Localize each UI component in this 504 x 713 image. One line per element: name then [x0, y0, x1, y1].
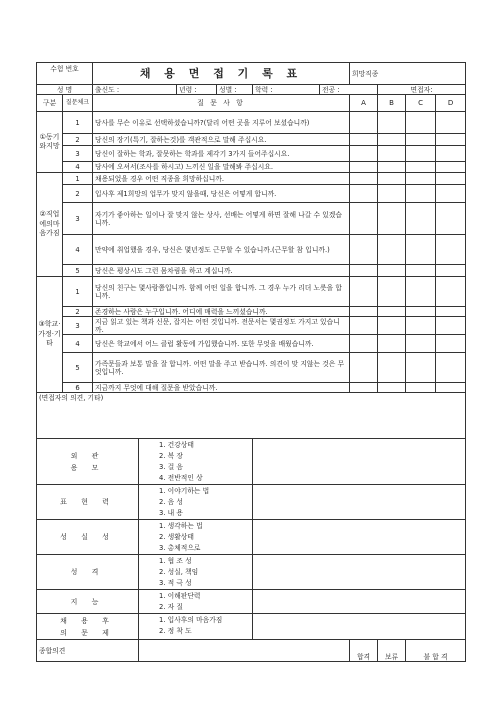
evaluation-items	[139, 439, 253, 485]
grade-cell[interactable]	[378, 265, 406, 277]
grade-cell[interactable]	[350, 162, 378, 173]
grade-header-b: B	[378, 95, 406, 112]
evaluation-notes[interactable]	[253, 555, 466, 590]
grade-cell[interactable]	[350, 112, 378, 134]
evaluation-item: 1. 건강상태	[159, 441, 194, 449]
grade-cell[interactable]	[378, 134, 406, 146]
evaluation-row	[37, 520, 466, 555]
grade-cell[interactable]	[350, 277, 378, 307]
evaluation-item: 3. 내 용	[159, 509, 183, 517]
grade-cell[interactable]	[406, 265, 436, 277]
question-number: 2	[63, 134, 93, 146]
evaluation-item: 1. 협 조 성	[159, 557, 192, 565]
grade-cell[interactable]	[406, 134, 436, 146]
grade-cell[interactable]	[436, 265, 466, 277]
evaluation-notes[interactable]	[253, 614, 466, 640]
education-field[interactable]: 학력 :	[253, 85, 320, 95]
question-row	[37, 383, 466, 393]
grade-cell[interactable]	[378, 112, 406, 134]
grade-cell[interactable]	[436, 307, 466, 317]
grade-cell[interactable]	[436, 335, 466, 353]
desired-job-label: 희망직종	[350, 63, 466, 85]
evaluation-label: 성 격	[37, 555, 139, 590]
question-row	[37, 173, 466, 185]
evaluation-notes[interactable]	[253, 439, 466, 485]
evaluation-item: 3. 총체적으로	[159, 544, 201, 552]
grade-cell[interactable]	[436, 162, 466, 173]
evaluation-label: 지 능	[37, 590, 139, 614]
question-number: 5	[63, 353, 93, 383]
birthplace-field[interactable]: 출신도 :	[93, 85, 177, 95]
grade-cell[interactable]	[350, 173, 378, 185]
summary-row	[37, 640, 466, 662]
evaluation-item: 2. 자 질	[159, 603, 183, 611]
evaluation-item: 2. 정 착 도	[159, 627, 192, 635]
grade-cell[interactable]	[406, 335, 436, 353]
evaluation-item: 1. 이해판단력	[159, 592, 201, 600]
grade-cell[interactable]	[350, 353, 378, 383]
grade-header-d: D	[436, 95, 466, 112]
grade-cell[interactable]	[378, 307, 406, 317]
gender-field[interactable]: 성별 :	[217, 85, 253, 95]
question-text: 당신은 학교에서 어느 클럽 활동에 가입했습니까. 또한 무엇을 배웠습니까.	[93, 335, 350, 353]
grade-cell[interactable]	[378, 203, 406, 235]
evaluation-item: 4. 전반적인 상	[159, 474, 203, 482]
grade-cell[interactable]	[378, 353, 406, 383]
question-row	[37, 134, 466, 146]
grade-cell[interactable]	[350, 317, 378, 335]
question-number: 3	[63, 146, 93, 162]
hold-option[interactable]: 보류	[378, 640, 406, 662]
fail-option[interactable]: 불 합 격	[406, 640, 466, 662]
question-number: 5	[63, 265, 93, 277]
grade-cell[interactable]	[350, 383, 378, 393]
evaluation-item: 1. 생각하는 법	[159, 522, 203, 530]
evaluation-items	[139, 520, 253, 555]
question-text: 지금까지 무엇에 대해 질문을 받았습니까.	[93, 383, 350, 393]
grade-cell[interactable]	[406, 203, 436, 235]
grade-cell[interactable]	[406, 112, 436, 134]
grade-cell[interactable]	[406, 317, 436, 335]
evaluation-label: 외 관 용 모	[37, 439, 139, 485]
grade-cell[interactable]	[436, 203, 466, 235]
section-label: ③학교·가정·기타	[37, 277, 63, 393]
grade-cell[interactable]	[406, 173, 436, 185]
evaluation-item: 2. 음 성	[159, 498, 183, 506]
question-text: 채용되었을 경우 어떤 직종을 희망하십니까.	[93, 173, 350, 185]
question-text: 당신의 친구는 몇사람쯤입니까. 함께 어떤 일을 합니까. 그 경우 누가 리더 노릇을 합니까.	[93, 277, 350, 307]
question-number: 4	[63, 235, 93, 265]
major-field[interactable]: 전공 :	[320, 85, 378, 95]
question-number: 1	[63, 173, 93, 185]
evaluation-items	[139, 485, 253, 520]
question-text: 입사후 제1희망의 업무가 맞지 않을때, 당신은 어떻게 합니까.	[93, 185, 350, 203]
evaluation-row	[37, 614, 466, 640]
grade-cell[interactable]	[350, 335, 378, 353]
evaluation-item: 3. 걸 음	[159, 463, 183, 471]
division-header: 구분	[37, 95, 63, 112]
grade-cell[interactable]	[378, 317, 406, 335]
grade-cell[interactable]	[378, 173, 406, 185]
question-text: 당신의 장기(특기, 잘하는것)를 객관적으로 말해 주십시요.	[93, 134, 350, 146]
evaluation-items	[139, 590, 253, 614]
evaluation-label: 채 용 후 의 문 제	[37, 614, 139, 640]
question-text: 지금 읽고 있는 책과 신문, 잡지는 어떤 것입니까. 전문서는 몇권정도 가지고 있습니까.	[93, 317, 350, 335]
grade-header-c: C	[406, 95, 436, 112]
grade-cell[interactable]	[406, 235, 436, 265]
grade-cell[interactable]	[350, 203, 378, 235]
evaluation-row	[37, 485, 466, 520]
grade-cell[interactable]	[378, 235, 406, 265]
form-title: 채 용 면 접 기 록 표	[93, 63, 350, 85]
grade-cell[interactable]	[436, 277, 466, 307]
question-number: 4	[63, 335, 93, 353]
applicant-no-label: 수험 번호	[37, 63, 93, 85]
interviewer-field[interactable]: 면접자:	[378, 85, 466, 95]
pass-option[interactable]: 합격	[350, 640, 378, 662]
question-text: 존경하는 사람은 누구입니까. 어디에 매력을 느끼셨습니까.	[93, 307, 350, 317]
question-text: 자기가 좋아하는 일이나 잘 맞지 않는 상사, 선배는 어떻게 하면 잘해 나갈 수 있겠습니까.	[93, 203, 350, 235]
question-row	[37, 307, 466, 317]
question-row	[37, 277, 466, 307]
summary-label: 종합의견	[37, 640, 139, 662]
question-row	[37, 185, 466, 203]
evaluation-notes[interactable]	[253, 485, 466, 520]
grade-cell[interactable]	[406, 185, 436, 203]
question-number: 1	[63, 277, 93, 307]
evaluation-item: 2. 생활상태	[159, 533, 194, 541]
question-text: 당신이 잘하는 학과, 잘못하는 학과를 제각기 3가지 들어주십시요.	[93, 146, 350, 162]
evaluation-notes[interactable]	[253, 590, 466, 614]
grade-cell[interactable]	[378, 162, 406, 173]
evaluation-items	[139, 614, 253, 640]
grade-cell[interactable]	[436, 134, 466, 146]
question-row	[37, 335, 466, 353]
grade-cell[interactable]	[406, 383, 436, 393]
grade-cell[interactable]	[378, 335, 406, 353]
grade-cell[interactable]	[436, 317, 466, 335]
question-row	[37, 265, 466, 277]
grade-header-a: A	[350, 95, 378, 112]
grade-cell[interactable]	[436, 235, 466, 265]
grade-cell[interactable]	[350, 134, 378, 146]
grade-cell[interactable]	[378, 185, 406, 203]
summary-notes[interactable]	[139, 640, 350, 662]
grade-cell[interactable]	[436, 146, 466, 162]
grade-cell[interactable]	[378, 146, 406, 162]
grade-cell[interactable]	[406, 146, 436, 162]
grade-cell[interactable]	[350, 235, 378, 265]
opinion-row	[37, 393, 466, 439]
evaluation-row	[37, 439, 466, 485]
question-row	[37, 235, 466, 265]
grade-cell[interactable]	[436, 353, 466, 383]
name-label: 성 명	[37, 85, 93, 95]
evaluation-item: 2. 복 장	[159, 452, 183, 460]
info-row	[37, 85, 466, 95]
grade-cell[interactable]	[350, 146, 378, 162]
question-number: 1	[63, 112, 93, 134]
evaluation-row	[37, 555, 466, 590]
question-row	[37, 112, 466, 134]
question-number: 4	[63, 162, 93, 173]
question-number: 2	[63, 307, 93, 317]
evaluation-items	[139, 555, 253, 590]
grade-cell[interactable]	[406, 162, 436, 173]
evaluation-notes[interactable]	[253, 520, 466, 555]
age-field[interactable]: 년령 :	[177, 85, 217, 95]
question-text: 당사를 무슨 이유로 선택하셨습니까?(달리 어떤 곳을 지루어 보셨습니까)	[93, 112, 350, 134]
evaluation-item: 1. 이야기하는 법	[159, 487, 210, 495]
evaluation-item: 2. 성실, 책임	[159, 568, 199, 576]
evaluation-label: 성 실 성	[37, 520, 139, 555]
grade-cell[interactable]	[350, 185, 378, 203]
grade-cell[interactable]	[406, 277, 436, 307]
grade-cell[interactable]	[406, 307, 436, 317]
question-header-row	[37, 95, 466, 112]
grade-cell[interactable]	[378, 383, 406, 393]
question-row	[37, 146, 466, 162]
grade-cell[interactable]	[350, 265, 378, 277]
grade-cell[interactable]	[436, 173, 466, 185]
question-number: 2	[63, 185, 93, 203]
question-row	[37, 203, 466, 235]
evaluation-label: 표 현 력	[37, 485, 139, 520]
grade-cell[interactable]	[406, 353, 436, 383]
evaluation-row	[37, 590, 466, 614]
grade-cell[interactable]	[436, 112, 466, 134]
question-number: 3	[63, 317, 93, 335]
question-row	[37, 317, 466, 335]
evaluation-item: 3. 적 극 성	[159, 579, 192, 587]
section-label: ②직업에의마음가짐	[37, 173, 63, 277]
question-row	[37, 162, 466, 173]
interview-form	[36, 62, 465, 662]
question-check-header: 질문체크	[63, 95, 93, 112]
question-text: 가족문들과 보통 말을 잘 합니까. 어떤 말을 주고 받습니까. 의견이 맞 지않는 것은 무엇입니까.	[93, 353, 350, 383]
questions-header: 질 문 사 항	[93, 95, 350, 112]
section-label: ①동기와지망	[37, 112, 63, 173]
interviewer-opinion[interactable]: (면접자의 의견, 기타)	[37, 393, 466, 439]
question-text: 당신은 평상시도 그런 몸차림을 하고 계십니까.	[93, 265, 350, 277]
question-row	[37, 353, 466, 383]
question-text: 만약에 취업했을 경우, 당신은 몇년정도 근무할 수 있습니까.(근무할 참 입니까.)	[93, 235, 350, 265]
evaluation-item: 1. 입사후의 마음가짐	[159, 616, 223, 624]
question-number: 6	[63, 383, 93, 393]
form-table	[36, 62, 466, 662]
grade-cell[interactable]	[378, 277, 406, 307]
question-number: 3	[63, 203, 93, 235]
question-text: 당사에 오셔서(조사를 하시고) 느끼신 일을 말해봐 주십시요.	[93, 162, 350, 173]
grade-cell[interactable]	[350, 307, 378, 317]
grade-cell[interactable]	[436, 383, 466, 393]
header-row	[37, 63, 466, 85]
grade-cell[interactable]	[436, 185, 466, 203]
